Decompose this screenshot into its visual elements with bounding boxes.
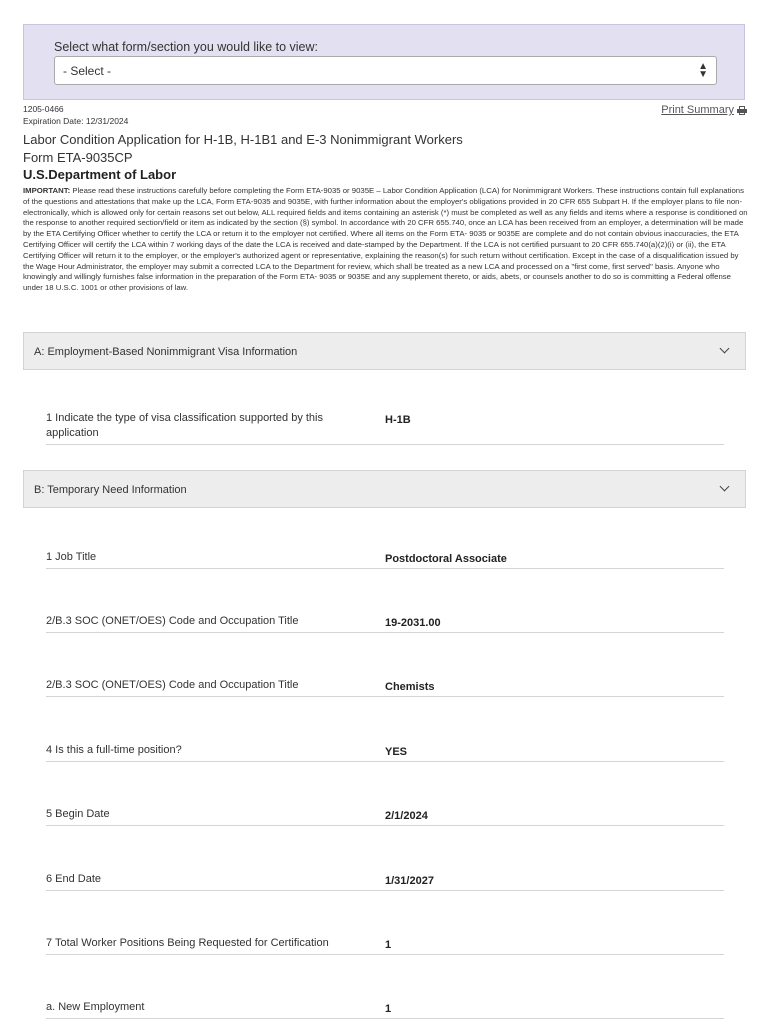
- department-name: U.S.Department of Labor: [23, 167, 177, 182]
- field-question: 2/B.3 SOC (ONET/OES) Code and Occupation Title: [46, 615, 299, 627]
- chevron-down-icon: [720, 482, 730, 492]
- field-question: a. New Employment: [46, 1001, 145, 1013]
- field-row: [46, 741, 724, 762]
- expiration-date: Expiration Date: 12/31/2024: [23, 116, 129, 126]
- field-answer: 1: [385, 939, 392, 951]
- field-row: [46, 934, 724, 955]
- field-row: [46, 676, 724, 697]
- field-answer: YES: [385, 746, 408, 758]
- field-question: 4 Is this a full-time position?: [46, 744, 182, 756]
- field-row: [46, 405, 724, 445]
- printer-icon: [737, 106, 747, 115]
- field-answer: 2/1/2024: [385, 810, 428, 822]
- important-lead: IMPORTANT:: [23, 186, 71, 195]
- field-answer: 1/31/2027: [385, 875, 434, 887]
- section-a-title: A: Employment-Based Nonimmigrant Visa Information: [34, 346, 298, 358]
- print-summary-link[interactable]: [661, 104, 747, 116]
- field-question: 5 Begin Date: [46, 808, 110, 820]
- form-section-select[interactable]: [54, 56, 717, 85]
- field-answer: 1: [385, 1003, 392, 1015]
- field-question: 1 Indicate the type of visa classification supported by this application: [46, 412, 323, 439]
- form-number: Form ETA-9035CP: [23, 150, 133, 165]
- select-updown-icon: ▲ ▼: [698, 61, 708, 80]
- field-row: [46, 805, 724, 826]
- field-answer: Postdoctoral Associate: [385, 553, 507, 565]
- field-answer: 19-2031.00: [385, 617, 441, 629]
- field-question: 7 Total Worker Positions Being Requested for Certification: [46, 937, 329, 949]
- section-b-header[interactable]: [23, 470, 746, 508]
- field-row: [46, 612, 724, 633]
- field-row: [46, 548, 724, 569]
- form-meta: [23, 103, 128, 127]
- field-row: [46, 870, 724, 891]
- field-question: 6 End Date: [46, 873, 102, 885]
- field-answer: H-1B: [385, 414, 411, 426]
- important-instructions: [23, 186, 750, 294]
- section-b-title: B: Temporary Need Information: [34, 484, 187, 496]
- field-row: [46, 998, 724, 1019]
- field-question: 1 Job Title: [46, 551, 97, 563]
- form-selector-panel: [23, 24, 745, 100]
- print-summary-label: Print Summary: [661, 104, 734, 116]
- field-question: 2/B.3 SOC (ONET/OES) Code and Occupation Title: [46, 679, 299, 691]
- field-answer: Chemists: [385, 681, 435, 693]
- omb-number: 1205-0466: [23, 104, 64, 114]
- chevron-down-icon: [720, 344, 730, 354]
- section-a-header[interactable]: [23, 332, 746, 370]
- form-section-select-value: - Select -: [63, 64, 112, 78]
- form-selector-label: Select what form/section you would like to view:: [54, 40, 319, 54]
- important-text: Please read these instructions carefully before completing the Form ETA-9035 or 9035E – Labor Condition Application (LCA) for Nonimmigrant Workers. These instructions contain full explanations of the questions and attestations that make up the LCA, Form ETA-9035 and 9035E, with further information about the employer's obligations provided in 20 CFR 655 Subpart H. If the employer plans to file non-electronically, which is allowed only for certain reasons set out below, ALL required fields and items containing an asterisk (*) must be completed as well as any fields and items where a response is conditioned on the response to another required section/field or item as indicated by the section (§) symbol. In accordance with 20 CFR 655.740, once an LCA has been received from an employer, a determination will be made by the ETA Certifying Officer whether to certify the LCA or return it to the employer not certified. Where all items on the Form ETA- 9035 or 9035E are complete and do not contain obvious inaccuracies, the ETA Certifying Officer will certify the LCA within 7 working days of the date the LCA is received and date-stamped by the Department. If the LCA is not certified pursuant to 20 CFR 655.740(a)(2)(i) or (ii), the ETA Certifying Officer will return it to the employer, or the employer's authorized agent or representative, explaining the reason(s) for such return without certification. Except in the case of a disqualification issued by the Wage Hour Administrator, the employer may submit a corrected LCA to the Department for review, which shall be treated as a new LCA and processed on a "first come, first served" basis. Anyone who knowingly and willingly furnishes false information in the preparation of the Form ETA- 9035 or 9035E and any supplement thereto, or aids, abets, or counsels another to do so is committing a Federal offense under 18 U.S.C. 1001 or other provisions of law.: [23, 186, 748, 293]
- page-title: Labor Condition Application for H-1B, H-1B1 and E-3 Nonimmigrant Workers: [23, 132, 463, 147]
